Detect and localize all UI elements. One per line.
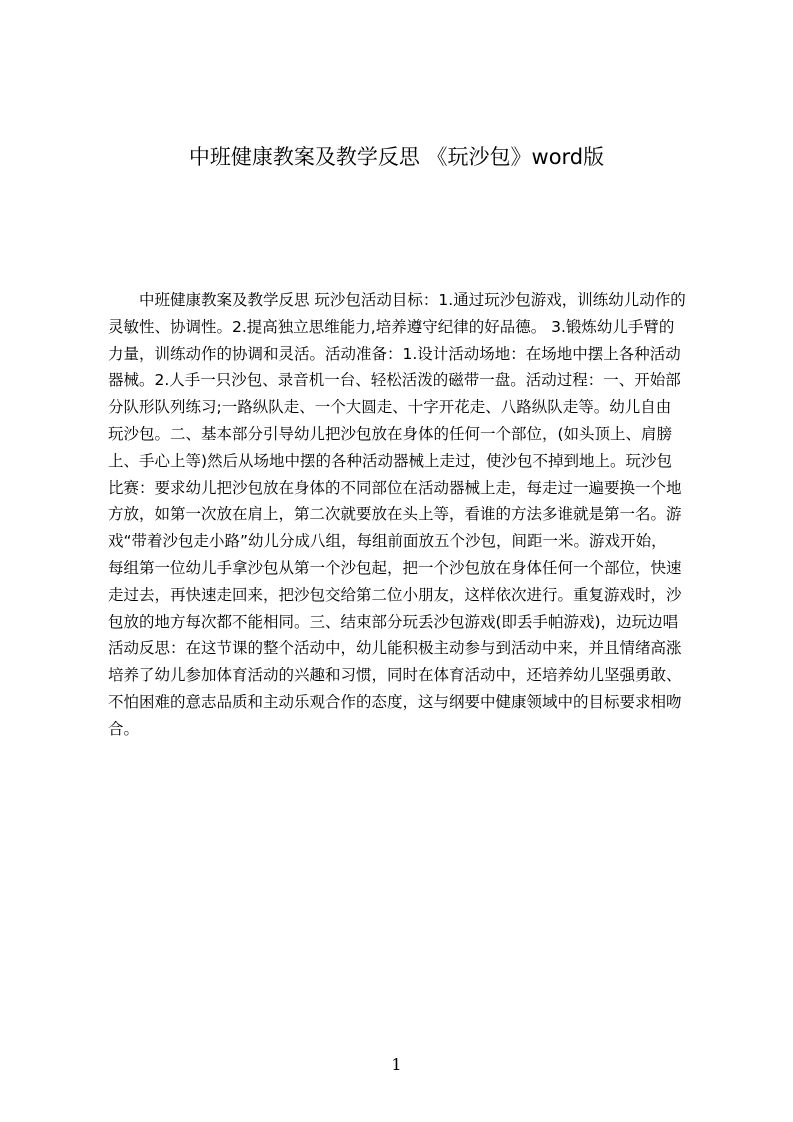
- body-line: 比赛：要求幼儿把沙包放在身体的不同部位在活动器械上走，每走过一遍要换一个地: [108, 478, 682, 497]
- body-line: 灵敏性、协调性。2.提高独立思维能力,培养遵守纪律的好品德。 3.锻炼幼儿手臂的: [108, 317, 675, 336]
- body-line: 力量，训练动作的协调和灵活。活动准备：1.设计活动场地：在场地中摆上各种活动: [108, 344, 681, 363]
- body-line: 活动反思：在这节课的整个活动中，幼儿能积极主动参与到活动中来，并且情绪高涨: [108, 639, 682, 658]
- body-line: 走过去，再快速走回来，把沙包交给第二位小朋友，这样依次进行。重复游戏时，沙: [108, 585, 682, 604]
- body-line: 玩沙包。二、基本部分引导幼儿把沙包放在身体的任何一个部位，(如头顶上、肩膀: [108, 424, 673, 443]
- page-number: 1: [391, 1055, 402, 1074]
- body-line: 方放，如第一次放在肩上，第二次就要放在头上等，看谁的方法多谁就是第一名。游: [108, 505, 682, 524]
- body-line: 合。: [108, 719, 140, 738]
- body-line: 戏“带着沙包走小路”幼儿分成八组，每组前面放五个沙包，间距一米。游戏开始，: [108, 532, 667, 551]
- body-line: 上、手心上等)然后从场地中摆的各种活动器械上走过，使沙包不掉到地上。玩沙包: [108, 451, 673, 470]
- body-line: 分队形队列练习;一路纵队走、一个大圆走、十字开花走、八路纵队走等。幼儿自由: [108, 398, 672, 417]
- body-line: 包放的地方每次都不能相同。三、结束部分玩丢沙包游戏(即丢手帕游戏)，边玩边唱: [108, 612, 679, 631]
- body-line: 不怕困难的意志品质和主动乐观合作的态度，这与纲要中健康领域中的目标要求相吻: [108, 692, 682, 711]
- body-line: 中班健康教案及教学反思 玩沙包活动目标：1.通过玩沙包游戏，训练幼儿动作的: [108, 291, 686, 309]
- body-line: 培养了幼儿参加体育活动的兴趣和习惯，同时在体育活动中，还培养幼儿坚强勇敢、: [108, 666, 682, 685]
- body-line: 器械。2.人手一只沙包、录音机一台、轻松活泼的磁带一盘。活动过程：一、开始部: [108, 371, 681, 390]
- document-body: [108, 287, 712, 743]
- body-line: 每组第一位幼儿手拿沙包从第一个沙包起，把一个沙包放在身体任何一个部位，快速: [108, 558, 682, 577]
- document-title: 中班健康教案及教学反思 《玩沙包》word版: [188, 145, 605, 169]
